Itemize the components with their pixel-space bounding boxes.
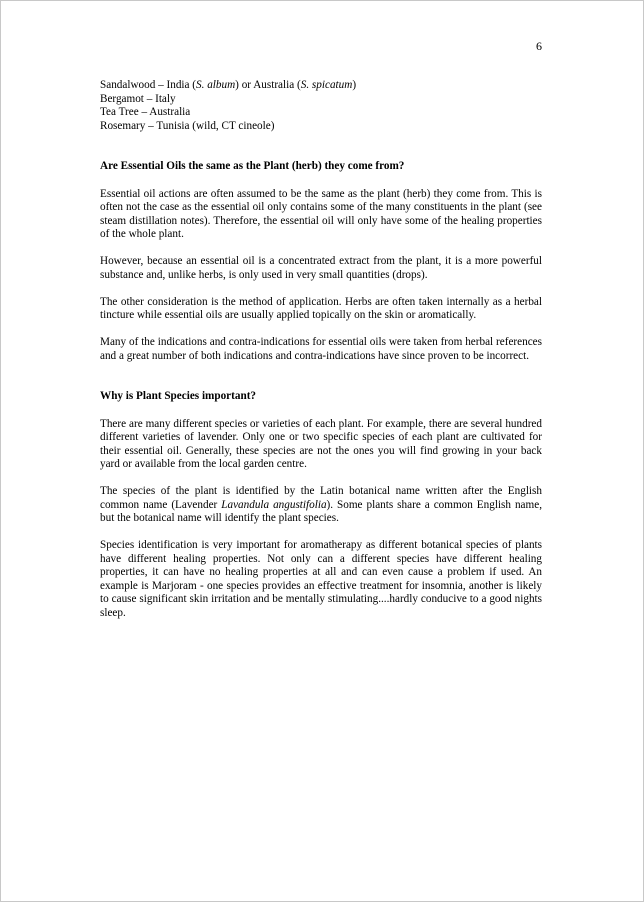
paragraph: Essential oil actions are often assumed to be the same as the plant (herb) they come from. This is often not the case as the essential oil only contains some of the many constituents in the plant (see steam distillation notes). Therefore, the essential oil will only have some of the healing properties of the whole plant. (100, 187, 542, 240)
paragraph-text: The species of the plant is identified by the Latin botanical name written after the English common name (Lavender (100, 485, 542, 511)
species-name: Lavandula angustifolia (221, 498, 327, 511)
paragraph: Species identification is very important for aromatherapy as different botanical species of plants have different healing properties. Not only can a different species have different healing properties, it can have no healing properties at all and can even cause a problem if used. An example is Marjoram - one species provides an effective treatment for insomnia, another is likely to cause significant skin irritation and be mentally stimulating....hardly conducive to a good nights sleep. (100, 539, 542, 619)
page-content (100, 79, 542, 620)
paragraph (100, 485, 542, 526)
origin-text: Sandalwood – India ( (100, 79, 197, 91)
paragraph: The other consideration is the method of application. Herbs are often taken internally as a herbal tincture while essential oils are usually applied topically on the skin or aromatically. (100, 295, 542, 321)
origin-text: ) (352, 79, 357, 91)
origin-rosemary: Rosemary – Tunisia (wild, CT cineole) (100, 119, 275, 132)
origin-sandalwood (100, 79, 542, 93)
section-heading-oils-vs-plant: Are Essential Oils the same as the Plant (herb) they come from? (100, 160, 405, 172)
origin-text: ) or Australia ( (235, 79, 301, 91)
species-name: S. album (196, 79, 236, 91)
species-name: S. spicatum (300, 79, 353, 91)
origin-tea-tree: Tea Tree – Australia (100, 106, 191, 118)
page-number: 6 (536, 39, 542, 53)
origin-bergamot: Bergamot – Italy (100, 92, 176, 105)
section-heading-plant-species: Why is Plant Species important? (100, 390, 257, 402)
paragraph: Many of the indications and contra-indications for essential oils were taken from herbal references and a great number of both indications and contra-indications have since proven to be incorrect. (100, 336, 542, 362)
paragraph: There are many different species or varieties of each plant. For example, there are several hundred different varieties of lavender. Only one or two specific species of each plant are cultivated for their essential oil. Generally, these species are not the ones you will find growing in your back yard or available from the local garden centre. (100, 417, 542, 470)
paragraph-text: ). Some plants share a common English name, but the botanical name will identify the plant species. (100, 498, 542, 524)
paragraph: However, because an essential oil is a concentrated extract from the plant, it is a more powerful substance and, unlike herbs, is only used in very small quantities (drops). (100, 255, 542, 281)
